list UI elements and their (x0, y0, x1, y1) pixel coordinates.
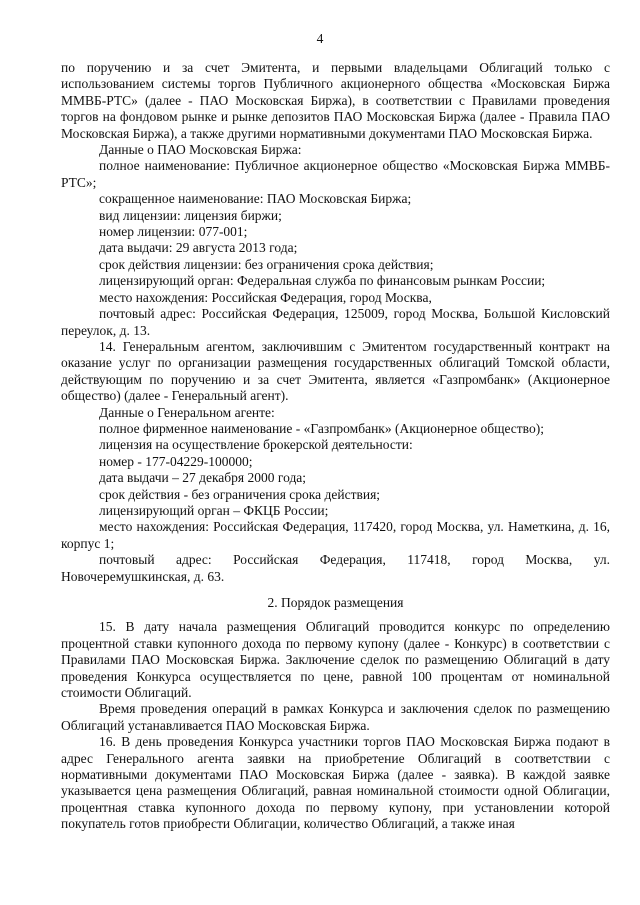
paragraph-moex-trading-rules: по поручению и за счет Эмитента, и первыми владельцами Облигаций только с использованием системы торгов Публичного акционерного общества «Московская Биржа ММВБ-РТС» (далее - ПАО Московская Биржа), в соответствии с Правилами проведения торгов на фондовом рынке и рынке депозитов ПАО Московская Биржа (далее - Правила ПАО Московская Биржа), а также другими нормативными документами ПАО Московская Биржа. (61, 60, 610, 141)
moex-license-type: вид лицензии: лицензия биржи; (99, 207, 282, 223)
agent-full-name: полное фирменное наименование - «Газпромбанк» (Акционерное общество); (99, 420, 544, 436)
agent-brokerage-license: лицензия на осуществление брокерской деятельности: (99, 437, 413, 453)
moex-license-term: срок действия лицензии: без ограничения срока действия; (99, 256, 434, 272)
moex-postal-address: почтовый адрес: Российская Федерация, 125009, город Москва, Большой Кисловский переулок, д. 13. (61, 306, 610, 338)
moex-short-name: сокращенное наименование: ПАО Московская Биржа; (99, 191, 412, 207)
paragraph-16-bids: 16. В день проведения Конкурса участники торгов ПАО Московская Биржа подают в адрес Генерального агента заявки на приобретение Облигаций в соответствии с нормативными документами ПАО Московская Биржа (далее - заявка). В каждой заявке указывается цена размещения Облигаций, равная номинальной стоимости одной Облигации, процентная ставка купонного дохода по первому купону, при установлении которой покупатель готов приобрести Облигации, количество Облигаций, а также иная (61, 734, 610, 832)
agent-postal-address: почтовый адрес: Российская Федерация, 117418, город Москва, ул. Новочеремушкинская, д. 63. (61, 552, 610, 584)
paragraph-14-general-agent: 14. Генеральным агентом, заключившим с Эмитентом государственный контракт на оказание услуг по организации размещения государственных облигаций Томской области, действующим по поручению и за счет Эмитента, является «Газпромбанк» (Акционерное общество) (далее - Генеральный агент). (61, 338, 610, 404)
agent-license-term: срок действия - без ограничения срока действия; (99, 486, 381, 502)
agent-license-number: номер - 177-04229-100000; (99, 453, 253, 469)
moex-location: место нахождения: Российская Федерация, город Москва, (99, 289, 432, 305)
agent-data-heading: Данные о Генеральном агенте: (99, 404, 275, 420)
agent-location: место нахождения: Российская Федерация, 117420, город Москва, ул. Наметкина, д. 16, корпус 1; (61, 519, 610, 551)
moex-license-number: номер лицензии: 077-001; (99, 224, 248, 240)
document-body (61, 60, 610, 833)
agent-licensing-authority: лицензирующий орган – ФКЦБ России; (99, 502, 329, 518)
paragraph-competition-time: Время проведения операций в рамках Конкурса и заключения сделок по размещению Облигаций устанавливается ПАО Московская Биржа. (61, 701, 610, 733)
moex-data-heading: Данные о ПАО Московская Биржа: (99, 142, 302, 158)
paragraph-15-competition: 15. В дату начала размещения Облигаций проводится конкурс по определению процентной ставки купонного дохода по первому купону (далее - Конкурс) в соответствии с Правилами ПАО Московская Биржа. Заключение сделок по размещению Облигаций в дату проведения Конкурса осуществляется по цене, равной 100 процентам от номинальной стоимости Облигаций. (61, 619, 610, 701)
moex-license-date: дата выдачи: 29 августа 2013 года; (99, 240, 298, 256)
page-number: 4 (316, 31, 324, 46)
moex-licensing-authority: лицензирующий орган: Федеральная служба по финансовым рынкам России; (99, 273, 546, 289)
agent-license-date: дата выдачи – 27 декабря 2000 года; (99, 470, 307, 486)
section-heading: 2. Порядок размещения (267, 595, 404, 610)
moex-full-name: полное наименование: Публичное акционерное общество «Московская Биржа ММВБ-РТС»; (61, 158, 610, 190)
